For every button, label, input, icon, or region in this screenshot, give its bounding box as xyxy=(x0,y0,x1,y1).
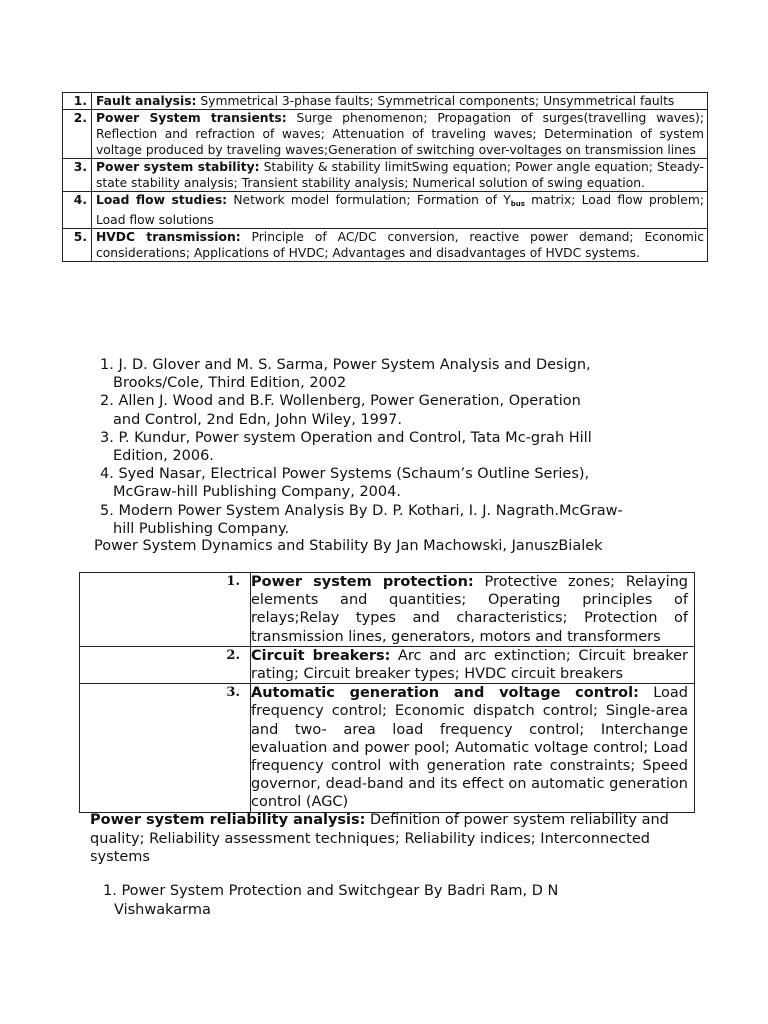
topic-body: Surge phenomenon; Propagation of surges(travelling waves); Reflection and refraction of waves; Attenuation of traveling waves; Determination of system voltage produced by traveling waves;Generation of switching over-voltages on transmission lines xyxy=(96,111,704,157)
reliability-title: Power system reliability analysis: xyxy=(90,812,366,828)
row-number: 3. xyxy=(63,159,92,192)
table-row xyxy=(63,192,708,229)
reference-list-2 xyxy=(103,882,683,920)
topic-body: Arc and arc extinction; Circuit breaker rating; Circuit breaker types; HVDC circuit breakers xyxy=(251,647,688,683)
reference-continuation: Edition, 2006. xyxy=(113,448,214,465)
reference-line: 2. Allen J. Wood and B.F. Wollenberg, Power Generation, Operation xyxy=(100,393,581,410)
reliability-body: Definition of power system reliability and quality; Reliability assessment techniques; Reliability indices; Interconnected systems xyxy=(90,812,669,865)
row-content xyxy=(92,229,708,262)
topic-body: Stability & stability limitSwing equation; Power angle equation; Steady-state stability analysis; Transient stability analysis; Numerical solution of swing equation. xyxy=(96,160,704,190)
topic-title: Power System transients: xyxy=(96,111,287,125)
row-number: 1. xyxy=(63,93,92,110)
reference-line: 3. P. Kundur, Power system Operation and Control, Tata Mc-grah Hill xyxy=(100,429,592,446)
topic-title: Power system protection: xyxy=(251,574,474,590)
row-number: 3. xyxy=(80,684,251,812)
table-row xyxy=(63,229,708,262)
topic-body-cont: matrix; Load flow problem; Load flow solutions xyxy=(96,193,704,227)
extra-reference: Power System Dynamics and Stability By Jan Machowski, JanuszBialek xyxy=(94,538,603,554)
list-item xyxy=(100,392,680,428)
row-number: 1. xyxy=(80,573,251,647)
topic-body: Principle of AC/DC conversion, reactive power demand; Economic considerations; Applications of HVDC; Advantages and disadvantages of HVDC systems. xyxy=(96,230,705,260)
subscript: bus xyxy=(510,200,525,208)
row-number: 2. xyxy=(63,110,92,159)
row-number: 5. xyxy=(63,229,92,262)
reference-list-1 xyxy=(100,356,680,538)
topic-title: HVDC transmission: xyxy=(96,230,241,244)
list-item xyxy=(100,465,680,501)
topic-body: Protective zones; Relaying elements and quantities; Operating principles of relays;Relay types and characteristics; Protection of transmission lines, generators, motors and transformers xyxy=(251,574,689,645)
syllabus-table-2 xyxy=(79,572,695,813)
syllabus-table-1 xyxy=(62,92,708,262)
topic-title: Automatic generation and voltage control: xyxy=(251,685,639,702)
table-row xyxy=(80,573,695,647)
list-item xyxy=(100,356,680,392)
row-content xyxy=(92,159,708,192)
reference-line: 1. J. D. Glover and M. S. Sarma, Power System Analysis and Design, xyxy=(100,357,591,373)
reference-continuation: and Control, 2nd Edn, John Wiley, 1997. xyxy=(113,411,402,428)
table-row xyxy=(63,110,708,159)
reference-line: 4. Syed Nasar, Electrical Power Systems (Schaum’s Outline Series), xyxy=(100,466,590,483)
topic-title: Power system stability: xyxy=(96,160,260,174)
reference-continuation: Brooks/Cole, Third Edition, 2002 xyxy=(113,375,347,392)
reliability-paragraph xyxy=(90,811,670,867)
topic-body: Network model formulation; Formation of Y xyxy=(227,193,511,207)
topic-body: Symmetrical 3-phase faults; Symmetrical components; Unsymmetrical faults xyxy=(196,94,675,108)
reference-continuation: Vishwakarma xyxy=(114,902,211,918)
reference-continuation: McGraw-hill Publishing Company, 2004. xyxy=(113,484,401,501)
reference-continuation: hill Publishing Company. xyxy=(113,520,290,537)
topic-body: Load frequency control; Economic dispatch control; Single-area and two- area load frequency control; Interchange evaluation and power pool; Automatic voltage control; Load frequency control with generation rate constraints; Speed governor, dead-band and its effect on automatic generation control (AGC) xyxy=(251,685,688,811)
table-row xyxy=(63,159,708,192)
topic-title: Load flow studies: xyxy=(96,193,228,207)
row-content xyxy=(251,573,695,647)
topic-title: Circuit breakers: xyxy=(251,647,391,664)
table-row xyxy=(80,646,695,683)
table-row xyxy=(63,93,708,110)
row-number: 4. xyxy=(63,192,92,229)
row-content xyxy=(251,646,695,683)
list-item xyxy=(100,429,680,465)
row-content xyxy=(251,684,695,812)
row-content xyxy=(92,110,708,159)
row-content xyxy=(92,93,708,110)
topic-title: Fault analysis: xyxy=(96,94,197,108)
reference-line: 5. Modern Power System Analysis By D. P. Kothari, I. J. Nagrath.McGraw- xyxy=(100,502,623,519)
list-item xyxy=(103,882,683,920)
row-content xyxy=(92,192,708,229)
reference-line: 1. Power System Protection and Switchgear By Badri Ram, D N xyxy=(103,883,559,899)
list-item xyxy=(100,502,680,538)
table-row xyxy=(80,684,695,812)
row-number: 2. xyxy=(80,646,251,683)
